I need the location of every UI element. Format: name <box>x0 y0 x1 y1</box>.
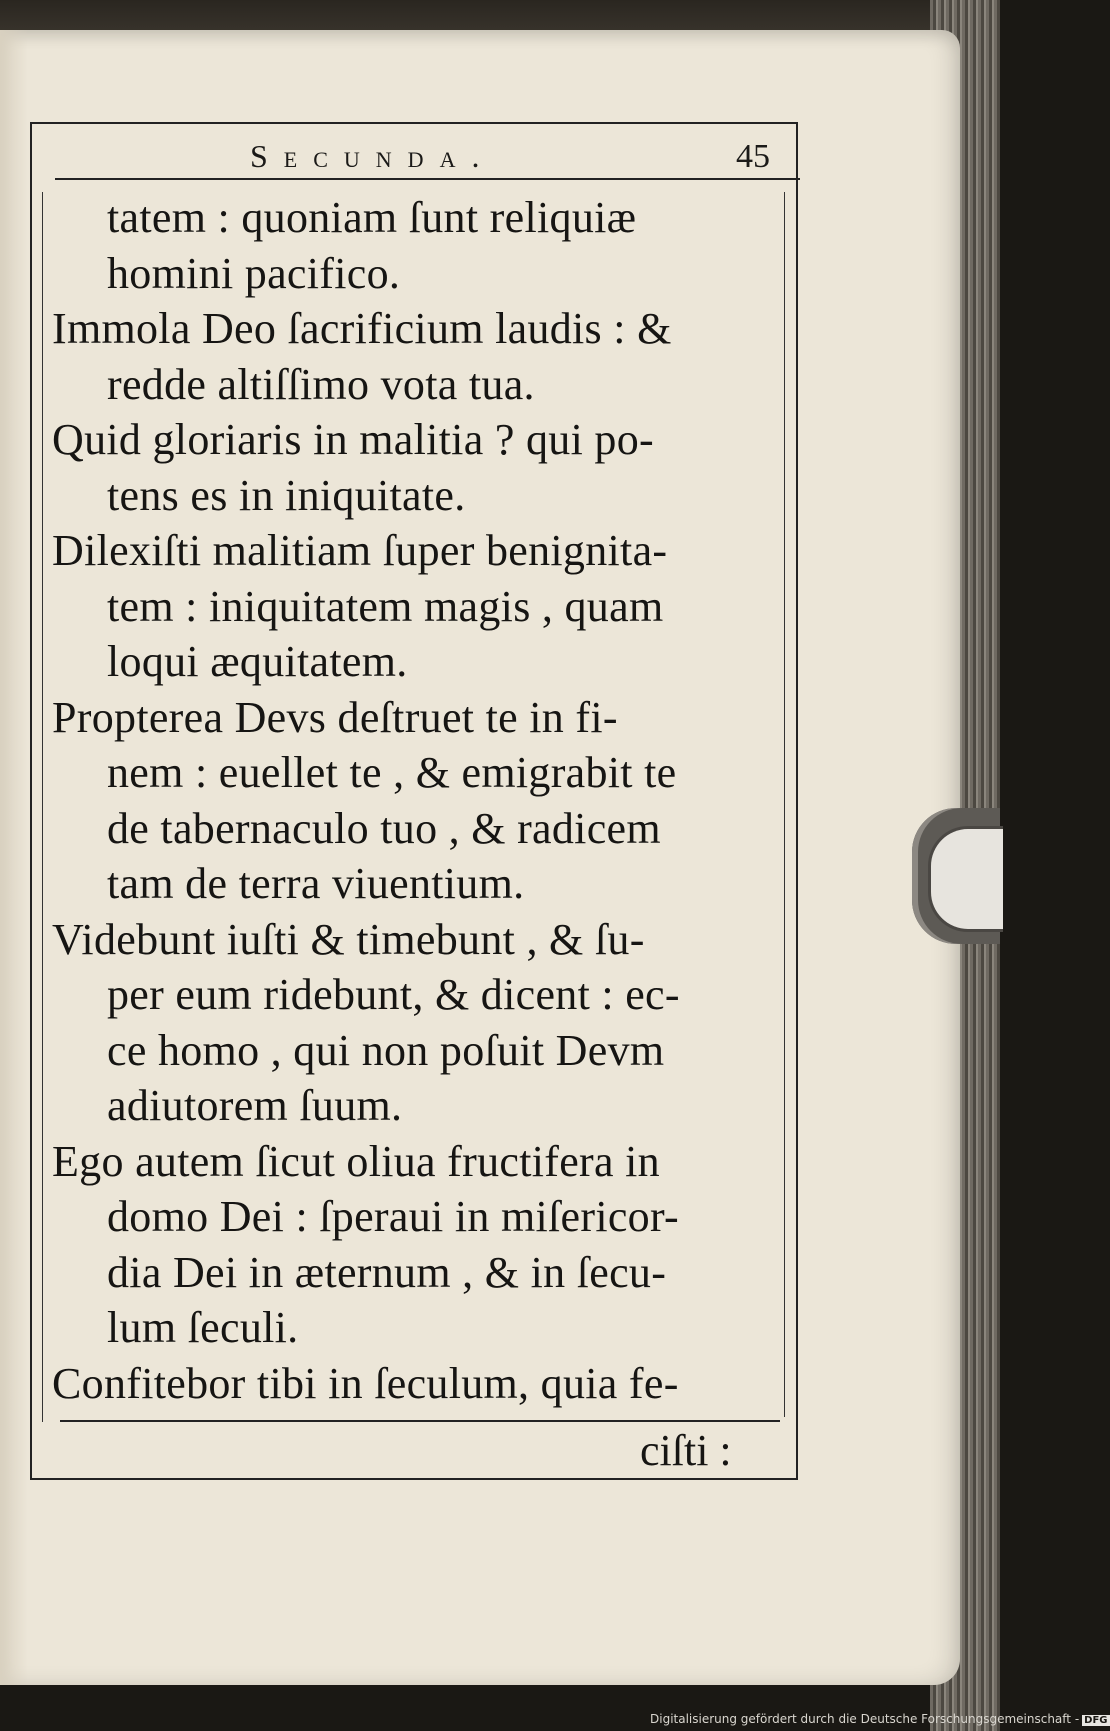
verse-line: Dilexiſti malitiam ſuper benignita- <box>52 526 668 575</box>
verse-line: Propterea Devs deſtruet te in fi- <box>52 692 618 742</box>
verse <box>52 1134 777 1356</box>
verse <box>52 301 777 412</box>
verse-line: ce homo , qui non poſuit Devm <box>107 1025 665 1075</box>
verse-line: tem : iniquitatem magis , quam <box>107 581 664 631</box>
verse-line: de tabernaculo tuo , & radicem <box>107 803 661 853</box>
verse-line: Videbunt iuſti & timebunt , & ſu- <box>52 914 645 964</box>
dfg-logo: DFG <box>1084 1715 1108 1726</box>
frame-rule-left <box>42 192 43 1422</box>
running-head <box>55 138 770 178</box>
verse <box>52 1356 777 1412</box>
verse <box>52 190 777 301</box>
verse-line: adiutorem ſuum. <box>107 1081 403 1130</box>
digitization-credit <box>650 1712 1110 1726</box>
verse-line: Ego autem ſicut oliua fructifera in <box>52 1136 660 1186</box>
verse-line: per eum ridebunt, & dicent : ec- <box>107 970 680 1019</box>
verse-line: tam de terra viuentium. <box>107 859 525 908</box>
credit-text: Digitalisierung gefördert durch die Deutsche Forschungsgemeinschaft - <box>650 1712 1080 1726</box>
page-clip-inner <box>928 826 1003 932</box>
verse-line: Confitebor tibi in ſeculum, quia fe- <box>52 1358 679 1408</box>
page-gutter <box>0 30 28 1685</box>
verse-line: redde altiſſimo vota tua. <box>107 359 535 409</box>
verse-line: Immola Deo ſacrificium laudis : & <box>52 304 672 353</box>
verse <box>52 912 777 1134</box>
page-number: 45 <box>736 138 770 175</box>
frame-rule-right <box>784 192 785 1417</box>
verse-line: Quid gloriaris in malitia ? qui po- <box>52 415 654 464</box>
verse <box>52 690 777 912</box>
foot-rule <box>60 1420 780 1422</box>
psalm-text <box>52 190 777 1411</box>
verse-line: domo Dei : ſperaui in miſericor- <box>107 1192 679 1241</box>
verse-line: homini pacifico. <box>107 248 401 298</box>
verse-line: lum ſeculi. <box>107 1303 299 1352</box>
verse <box>52 412 777 523</box>
head-rule <box>55 178 800 180</box>
verse-line: loqui æquitatem. <box>107 637 408 686</box>
catchword: ciſti : <box>640 1426 732 1475</box>
running-head-title: Secunda. <box>250 138 496 174</box>
verse <box>52 523 777 690</box>
verse-line: dia Dei in æternum , & in ſecu- <box>107 1247 667 1297</box>
verse-line: tatem : quoniam ſunt reliquiæ <box>107 193 637 242</box>
verse-line: tens es in iniquitate. <box>107 470 466 520</box>
verse-line: nem : euellet te , & emigrabit te <box>107 748 677 797</box>
